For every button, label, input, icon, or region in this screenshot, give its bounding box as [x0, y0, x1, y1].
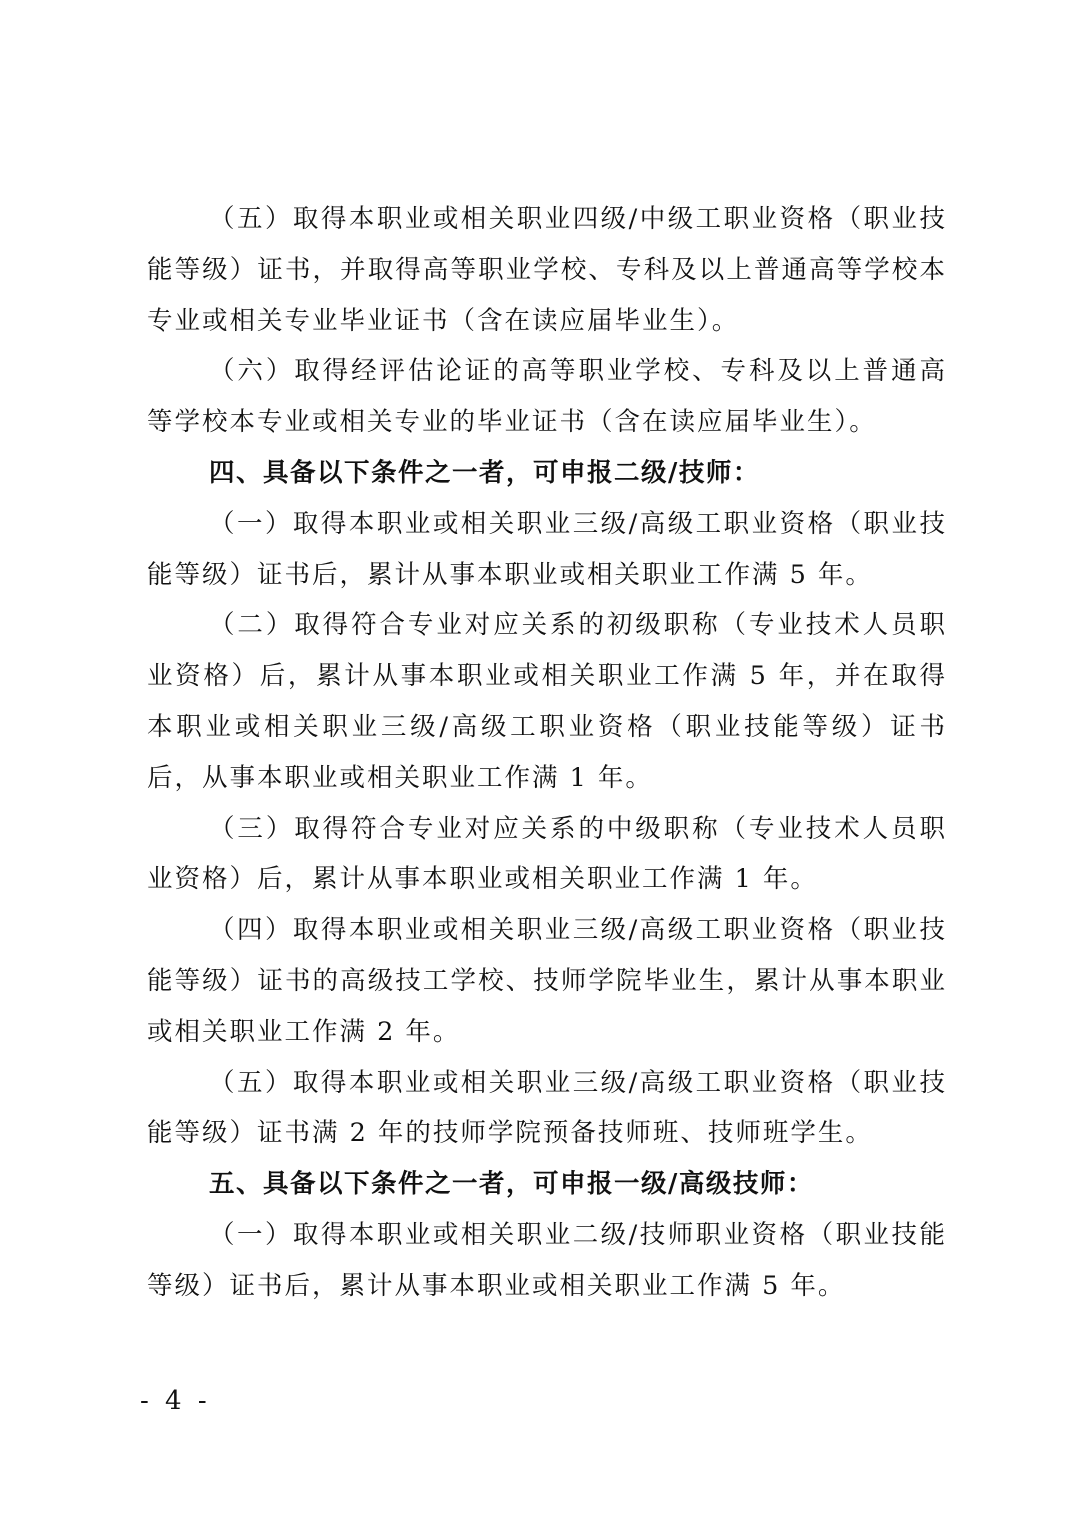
section-heading-level-2-technician: 四、具备以下条件之一者，可申报二级/技师：	[209, 457, 760, 488]
paragraph-qualification-1-level-2: （一）取得本职业或相关职业三级/高级工职业资格（职业技能等级）证书后，累计从事本职业或相关职业工作满 5 年。	[147, 508, 947, 590]
page-body	[147, 194, 947, 1312]
paragraph-qualification-2-level-2: （二）取得符合专业对应关系的初级职称（专业技术人员职业资格）后，累计从事本职业或相关职业工作满 5 年，并在取得本职业或相关职业三级/高级工职业资格（职业技能等级）证书后，从事本职业或相关职业工作满 1 年。	[147, 610, 947, 793]
section-heading-level-1-senior-technician: 五、具备以下条件之一者，可申报一级/高级技师：	[209, 1169, 814, 1200]
paragraph-qualification-6-level-3: （六）取得经评估论证的高等职业学校、专科及以上普通高等学校本专业或相关专业的毕业证书（含在读应届毕业生）。	[147, 356, 947, 438]
paragraph-qualification-5-level-2: （五）取得本职业或相关职业三级/高级工职业资格（职业技能等级）证书满 2 年的技师学院预备技师班、技师班学生。	[147, 1067, 947, 1149]
paragraph-qualification-4-level-2: （四）取得本职业或相关职业三级/高级工职业资格（职业技能等级）证书的高级技工学校、技师学院毕业生，累计从事本职业或相关职业工作满 2 年。	[147, 915, 947, 1047]
page-number: - 4 -	[140, 1386, 211, 1416]
paragraph-qualification-3-level-2: （三）取得符合专业对应关系的中级职称（专业技术人员职业资格）后，累计从事本职业或相关职业工作满 1 年。	[147, 813, 947, 895]
paragraph-qualification-1-level-1: （一）取得本职业或相关职业二级/技师职业资格（职业技能等级）证书后，累计从事本职业或相关职业工作满 5 年。	[147, 1219, 947, 1301]
paragraph-qualification-5-level-3: （五）取得本职业或相关职业四级/中级工职业资格（职业技能等级）证书，并取得高等职业学校、专科及以上普通高等学校本专业或相关专业毕业证书（含在读应届毕业生）。	[147, 204, 947, 336]
